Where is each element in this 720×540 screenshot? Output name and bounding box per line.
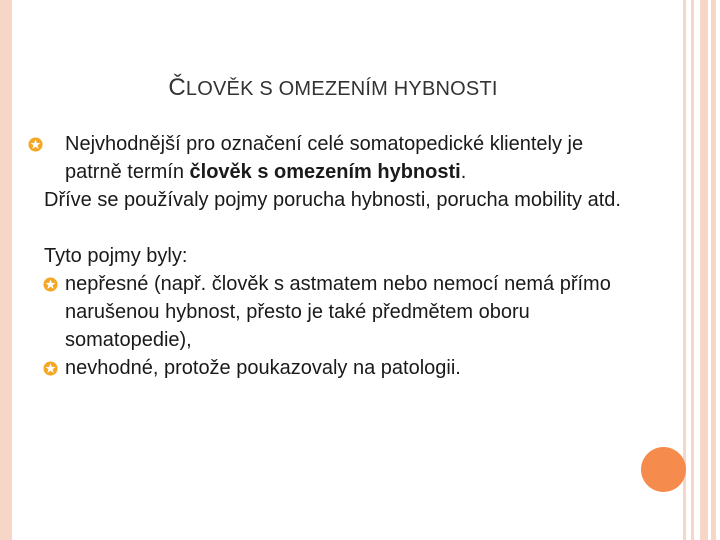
- bullet-item: [44, 130, 644, 186]
- right-stripe-decoration: [711, 0, 716, 540]
- slide-title: [0, 74, 666, 102]
- right-stripe-decoration: [700, 0, 708, 540]
- orange-circle-decoration: [641, 447, 686, 492]
- slide-title-rest: LOVĚK S OMEZENÍM HYBNOSTI: [185, 78, 498, 100]
- slide-content: [44, 130, 644, 382]
- bullet-item: [44, 354, 644, 382]
- right-stripe-decoration: [691, 0, 694, 540]
- paragraph: Dříve se používaly pojmy porucha hybnosti, porucha mobility atd.: [44, 189, 621, 211]
- star-bullet-icon: [43, 277, 58, 292]
- bullet-text: nevhodné, protože poukazovaly na patologii.: [65, 357, 461, 379]
- bullet-text-b: .: [460, 161, 467, 183]
- bullet-text: [65, 130, 644, 186]
- paragraph: Tyto pojmy byly:: [44, 245, 188, 267]
- star-bullet-icon: [43, 361, 58, 376]
- star-bullet-icon: [28, 137, 43, 152]
- bullet-text: nepřesné (např. člověk s astmatem nebo nemocí nemá přímo narušenou hybnost, přesto je také předmětem oboru somatopedie),: [65, 273, 611, 351]
- bullet-item: [44, 270, 644, 354]
- bullet-text-bold: člověk s omezením hybnosti: [189, 161, 461, 183]
- bullet-text-a: Nejvhodnější pro označení celé somatopedické klientely je patrně termín: [65, 133, 584, 183]
- slide-title-initial: Č: [168, 74, 186, 101]
- spacer: [44, 214, 644, 242]
